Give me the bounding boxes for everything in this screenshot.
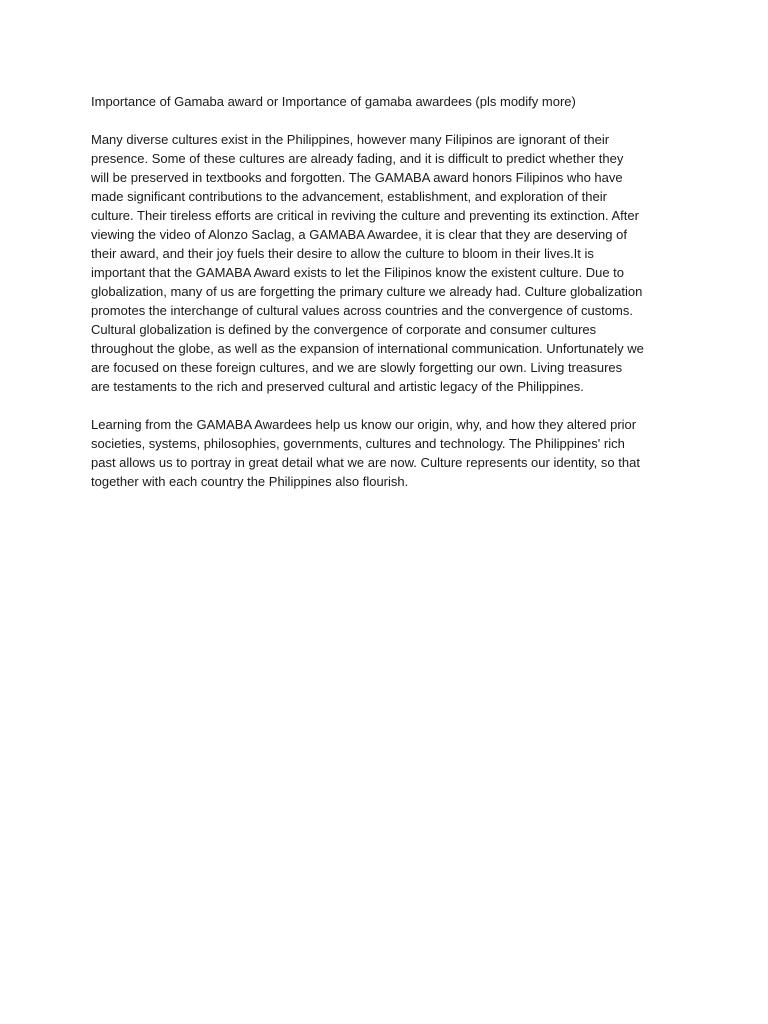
text-line: important that the GAMABA Award exists to let the Filipinos know the existent culture. Due to [91,265,625,280]
text-line: throughout the globe, as well as the expansion of international communication. Unfortunately we [91,341,644,356]
text-line: culture. Their tireless efforts are critical in reviving the culture and preventing its extinction. After [91,208,639,223]
paragraph-2 [91,415,686,491]
document-body [91,92,686,510]
text-line: made significant contributions to the advancement, establishment, and exploration of their [91,189,607,204]
text-line: Many diverse cultures exist in the Philippines, however many Filipinos are ignorant of their [91,132,610,147]
text-line: societies, systems, philosophies, governments, cultures and technology. The Philippines' rich [91,436,625,451]
text-line: are focused on these foreign cultures, and we are slowly forgetting our own. Living treasures [91,360,623,375]
document-title: Importance of Gamaba award or Importance of gamaba awardees (pls modify more) [91,94,576,109]
text-line: promotes the interchange of cultural values across countries and the convergence of customs. [91,303,633,318]
text-line: past allows us to portray in great detail what we are now. Culture represents our identity, so that [91,455,640,470]
text-line: Cultural globalization is defined by the convergence of corporate and consumer cultures [91,322,597,337]
text-line: their award, and their joy fuels their desire to allow the culture to bloom in their lives.It is [91,246,594,261]
text-line: presence. Some of these cultures are already fading, and it is difficult to predict whether they [91,151,624,166]
text-line: together with each country the Philippines also flourish. [91,474,409,489]
text-line: are testaments to the rich and preserved cultural and artistic legacy of the Philippines. [91,379,584,394]
text-line: Learning from the GAMABA Awardees help us know our origin, why, and how they altered prior [91,417,637,432]
paragraph-1 [91,130,686,396]
text-line: will be preserved in textbooks and forgotten. The GAMABA award honors Filipinos who have [91,170,623,185]
text-line: globalization, many of us are forgetting the primary culture we already had. Culture globalization [91,284,643,299]
text-line: viewing the video of Alonzo Saclag, a GAMABA Awardee, it is clear that they are deserving of [91,227,627,242]
